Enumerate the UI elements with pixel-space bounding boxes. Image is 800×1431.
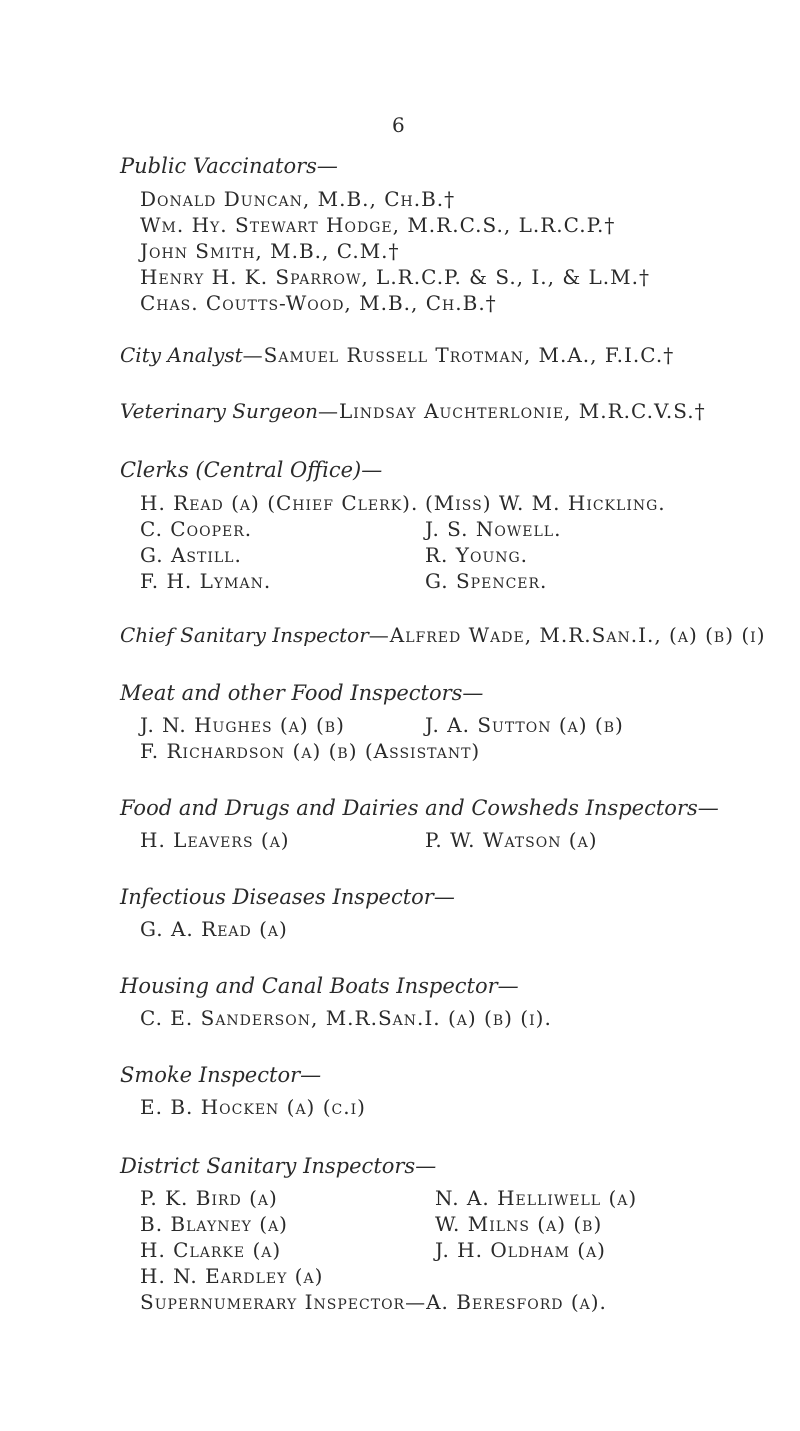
food-drugs-inspector-name: P. W. Watson (a) <box>425 828 598 852</box>
clerk-name: R. Young. <box>425 543 529 567</box>
district-inspector-name: P. K. Bird (a) <box>140 1186 278 1210</box>
smoke-section <box>120 1065 321 1086</box>
veterinary-surgeon-entry <box>120 401 706 421</box>
vaccinator-name: Donald Duncan, M.B., Ch.B.† <box>140 187 456 211</box>
clerk-name: G. Astill. <box>140 543 242 567</box>
vaccinator-name: John Smith, M.B., C.M.† <box>140 239 400 263</box>
vaccinator-name: Chas. Coutts-Wood, M.B., Ch.B.† <box>140 291 497 315</box>
meat-inspectors-section <box>120 683 483 704</box>
clerk-name: C. Cooper. <box>140 517 253 541</box>
district-inspector-name: J. H. Oldham (a) <box>435 1238 606 1262</box>
city-analyst-value: —Samuel Russell Trotman, M.A., F.I.C.† <box>242 343 675 367</box>
city-analyst-entry <box>120 345 674 365</box>
district-inspector-name: H. N. Eardley (a) <box>140 1264 324 1288</box>
chief-sanitary-inspector-entry <box>120 625 766 645</box>
clerk-name: H. Read (a) (Chief Clerk). <box>140 491 419 515</box>
meat-inspector-name: J. A. Sutton (a) (b) <box>425 713 624 737</box>
supernumerary-inspector: Supernumerary Inspector—A. Beresford (a). <box>140 1290 607 1314</box>
chief-sanitary-inspector-label: Chief Sanitary Inspector <box>120 623 369 647</box>
district-inspectors-section <box>120 1156 436 1177</box>
district-inspector-name: B. Blayney (a) <box>140 1212 288 1236</box>
infectious-diseases-section <box>120 887 455 908</box>
meat-inspector-name: F. Richardson (a) (b) (Assistant) <box>140 739 481 763</box>
page-number: 6 <box>392 113 405 137</box>
district-inspector-name: H. Clarke (a) <box>140 1238 282 1262</box>
housing-heading: Housing and Canal Boats Inspector— <box>120 974 519 998</box>
vaccinator-name: Henry H. K. Sparrow, L.R.C.P. & S., I., & L.M.† <box>140 265 650 289</box>
district-inspector-name: N. A. Helliwell (a) <box>435 1186 638 1210</box>
meat-inspector-name: J. N. Hughes (a) (b) <box>140 713 345 737</box>
clerk-name: F. H. Lyman. <box>140 569 272 593</box>
public-vaccinators-heading: Public Vaccinators— <box>120 154 338 178</box>
veterinary-surgeon-value: —Lindsay Auchterlonie, M.R.C.V.S.† <box>318 399 706 423</box>
housing-inspector-name: C. E. Sanderson, M.R.San.I. (a) (b) (i). <box>140 1006 552 1030</box>
infectious-diseases-heading: Infectious Diseases Inspector— <box>120 885 455 909</box>
district-inspectors-heading: District Sanitary Inspectors— <box>120 1154 437 1178</box>
city-analyst-label: City Analyst <box>120 343 243 367</box>
housing-section <box>120 976 519 997</box>
clerk-name: J. S. Nowell. <box>425 517 562 541</box>
food-drugs-heading: Food and Drugs and Dairies and Cowsheds Inspectors— <box>120 796 719 820</box>
meat-inspectors-heading: Meat and other Food Inspectors— <box>120 681 484 705</box>
clerks-section <box>120 460 382 481</box>
food-drugs-section <box>120 798 719 819</box>
veterinary-surgeon-label: Veterinary Surgeon <box>120 399 318 423</box>
chief-sanitary-inspector-value: —Alfred Wade, M.R.San.I., (a) (b) (i) <box>368 623 766 647</box>
public-vaccinators-section <box>120 156 338 177</box>
district-inspector-name: W. Milns (a) (b) <box>435 1212 603 1236</box>
smoke-heading: Smoke Inspector— <box>120 1063 322 1087</box>
clerks-heading: Clerks (Central Office)— <box>120 458 383 482</box>
vaccinator-name: Wm. Hy. Stewart Hodge, M.R.C.S., L.R.C.P.† <box>140 213 616 237</box>
infectious-diseases-inspector-name: G. A. Read (a) <box>140 917 288 941</box>
clerk-name: (Miss) W. M. Hickling. <box>425 491 666 515</box>
food-drugs-inspector-name: H. Leavers (a) <box>140 828 290 852</box>
smoke-inspector-name: E. B. Hocken (a) (c.i) <box>140 1095 366 1119</box>
clerk-name: G. Spencer. <box>425 569 548 593</box>
